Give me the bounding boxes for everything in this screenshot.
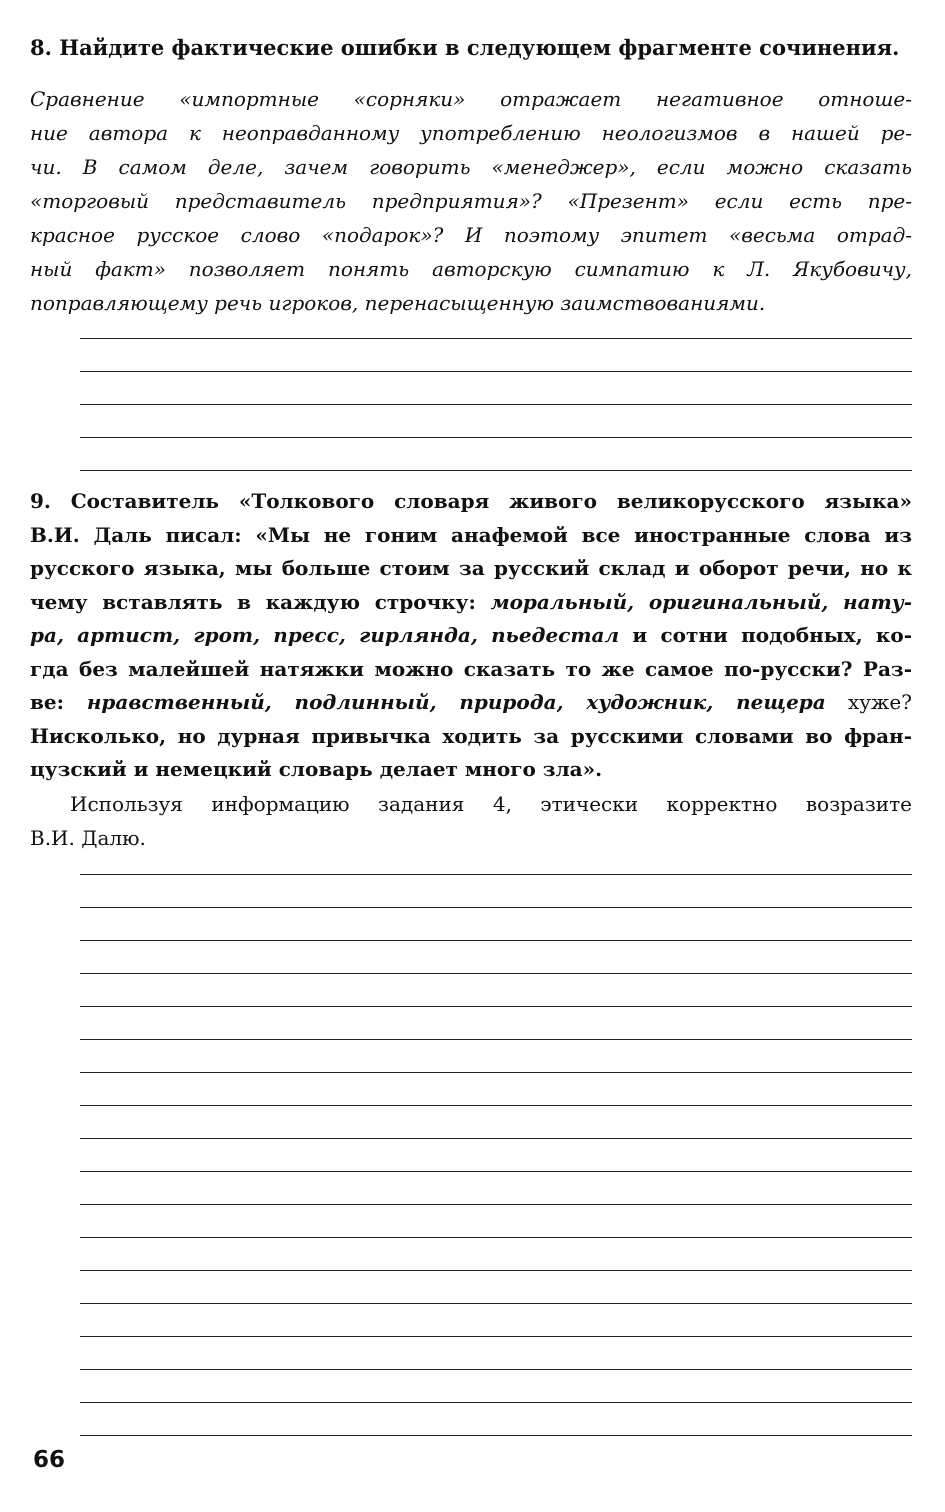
- instruction-line: В.И. Далю.: [30, 826, 146, 850]
- task-9-line: 9. Составитель «Толкового словаря живого великорусского языка»: [30, 489, 912, 513]
- task-9-instruction: [30, 787, 912, 855]
- fragment-line: красное русское слово «подарок»? И поэтому эпитет «весьма отрад-: [30, 223, 912, 247]
- answer-line[interactable]: [80, 940, 912, 941]
- answer-line[interactable]: [80, 1072, 912, 1073]
- fragment-line: чи. В самом деле, зачем говорить «менеджер», если можно сказать: [30, 155, 912, 179]
- task-9-line: [30, 686, 912, 720]
- task-9-italic-words: нравственный, подлинный, природа, художник, пещера: [86, 690, 826, 714]
- task-9-line: гда без малейшей натяжки можно сказать то же самое по-русски? Раз-: [30, 656, 912, 681]
- answer-line[interactable]: [80, 404, 912, 405]
- task-9-line: [30, 619, 912, 653]
- task-8-essay-fragment: [30, 82, 912, 320]
- task-9-line: цузский и немецкий словарь делает много зла».: [30, 757, 603, 781]
- task-9-line: русского языка, мы больше стоим за русский склад и оборот речи, но к: [30, 556, 912, 580]
- answer-line[interactable]: [80, 1105, 912, 1106]
- answer-line[interactable]: [80, 1171, 912, 1172]
- task-9-line: В.И. Даль писал: «Мы не гоним анафемой все иностранные слова из: [30, 522, 912, 547]
- task-9-text: [30, 485, 912, 787]
- answer-line[interactable]: [80, 1402, 912, 1403]
- task-9-italic-words: моральный, оригинальный, нату-: [490, 589, 912, 614]
- fragment-line: ние автора к неоправданному употреблению неологизмов в нашей ре-: [30, 121, 912, 145]
- answer-line[interactable]: [80, 437, 912, 438]
- answer-line[interactable]: [80, 1039, 912, 1040]
- answer-line[interactable]: [80, 1303, 912, 1304]
- answer-line[interactable]: [80, 1237, 912, 1238]
- task-9-italic-words: ра, артист, грот, пресс, гирлянда, пьедестал: [30, 623, 620, 647]
- task-9-text-span: и сотни подобных, ко-: [619, 623, 912, 647]
- answer-line[interactable]: [80, 874, 912, 875]
- answer-line[interactable]: [80, 371, 912, 372]
- answer-line[interactable]: [80, 1270, 912, 1271]
- answer-line[interactable]: [80, 973, 912, 974]
- answer-line[interactable]: [80, 1369, 912, 1370]
- task-9-line: [30, 586, 912, 620]
- answer-line[interactable]: [80, 1435, 912, 1436]
- fragment-line: поправляющему речь игроков, перенасыщенную заимствованиями.: [30, 291, 766, 315]
- task-8-heading: 8. Найдите фактические ошибки в следующем фрагменте сочинения.: [30, 35, 900, 60]
- task-9-text-span: хуже?: [825, 690, 912, 714]
- fragment-line: «торговый представитель предприятия»? «Презент» если есть пре-: [30, 189, 912, 213]
- fragment-line: Сравнение «импортные «сорняки» отражает негативное отноше-: [30, 87, 912, 111]
- answer-line[interactable]: [80, 338, 912, 339]
- fragment-line: ный факт» позволяет понять авторскую симпатию к Л. Якубовичу,: [30, 257, 912, 281]
- instruction-line: Используя информацию задания 4, этически корректно возразите: [70, 792, 912, 816]
- task-9-text-span: ве:: [30, 690, 87, 714]
- answer-line[interactable]: [80, 1006, 912, 1007]
- page-number: 66: [33, 1447, 66, 1473]
- answer-line[interactable]: [80, 1138, 912, 1139]
- answer-line[interactable]: [80, 1336, 912, 1337]
- task-9-line: Нисколько, но дурная привычка ходить за русскими словами во фран-: [30, 723, 912, 748]
- answer-line[interactable]: [80, 470, 912, 471]
- task-9-text-span: чему вставлять в каждую строчку:: [30, 589, 491, 614]
- answer-line[interactable]: [80, 1204, 912, 1205]
- answer-line[interactable]: [80, 907, 912, 908]
